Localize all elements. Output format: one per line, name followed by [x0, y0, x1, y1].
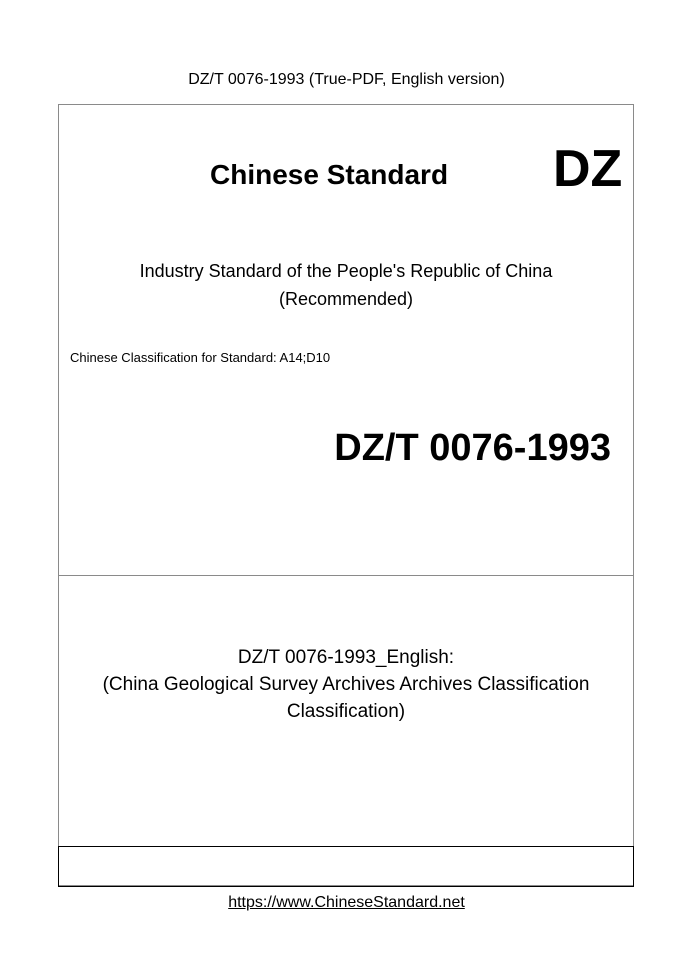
recommended-line: (Recommended): [278, 289, 414, 309]
section-divider: [58, 575, 634, 576]
website-link[interactable]: https://www.ChineseStandard.net: [228, 894, 465, 911]
bottom-empty-box: [58, 846, 634, 887]
cover-frame: [58, 104, 634, 886]
english-title-line-1: DZ/T 0076-1993_English:: [237, 647, 455, 668]
english-title-line-2: (China Geological Survey Archives Archives Classification: [102, 674, 590, 695]
english-title-line-3: Classification): [286, 701, 406, 722]
classification-line: Chinese Classification for Standard: A14;D10: [70, 350, 331, 365]
document-header: DZ/T 0076-1993 (True-PDF, English version): [188, 71, 505, 88]
industry-standard-block: [58, 257, 634, 313]
cover-title: Chinese Standard: [210, 159, 449, 190]
standard-number: DZ/T 0076-1993: [334, 427, 611, 469]
industry-line: Industry Standard of the People's Republic of China: [139, 261, 553, 281]
dz-logo: DZ: [553, 140, 623, 198]
english-title-block: [58, 644, 634, 725]
footer: [0, 892, 693, 914]
